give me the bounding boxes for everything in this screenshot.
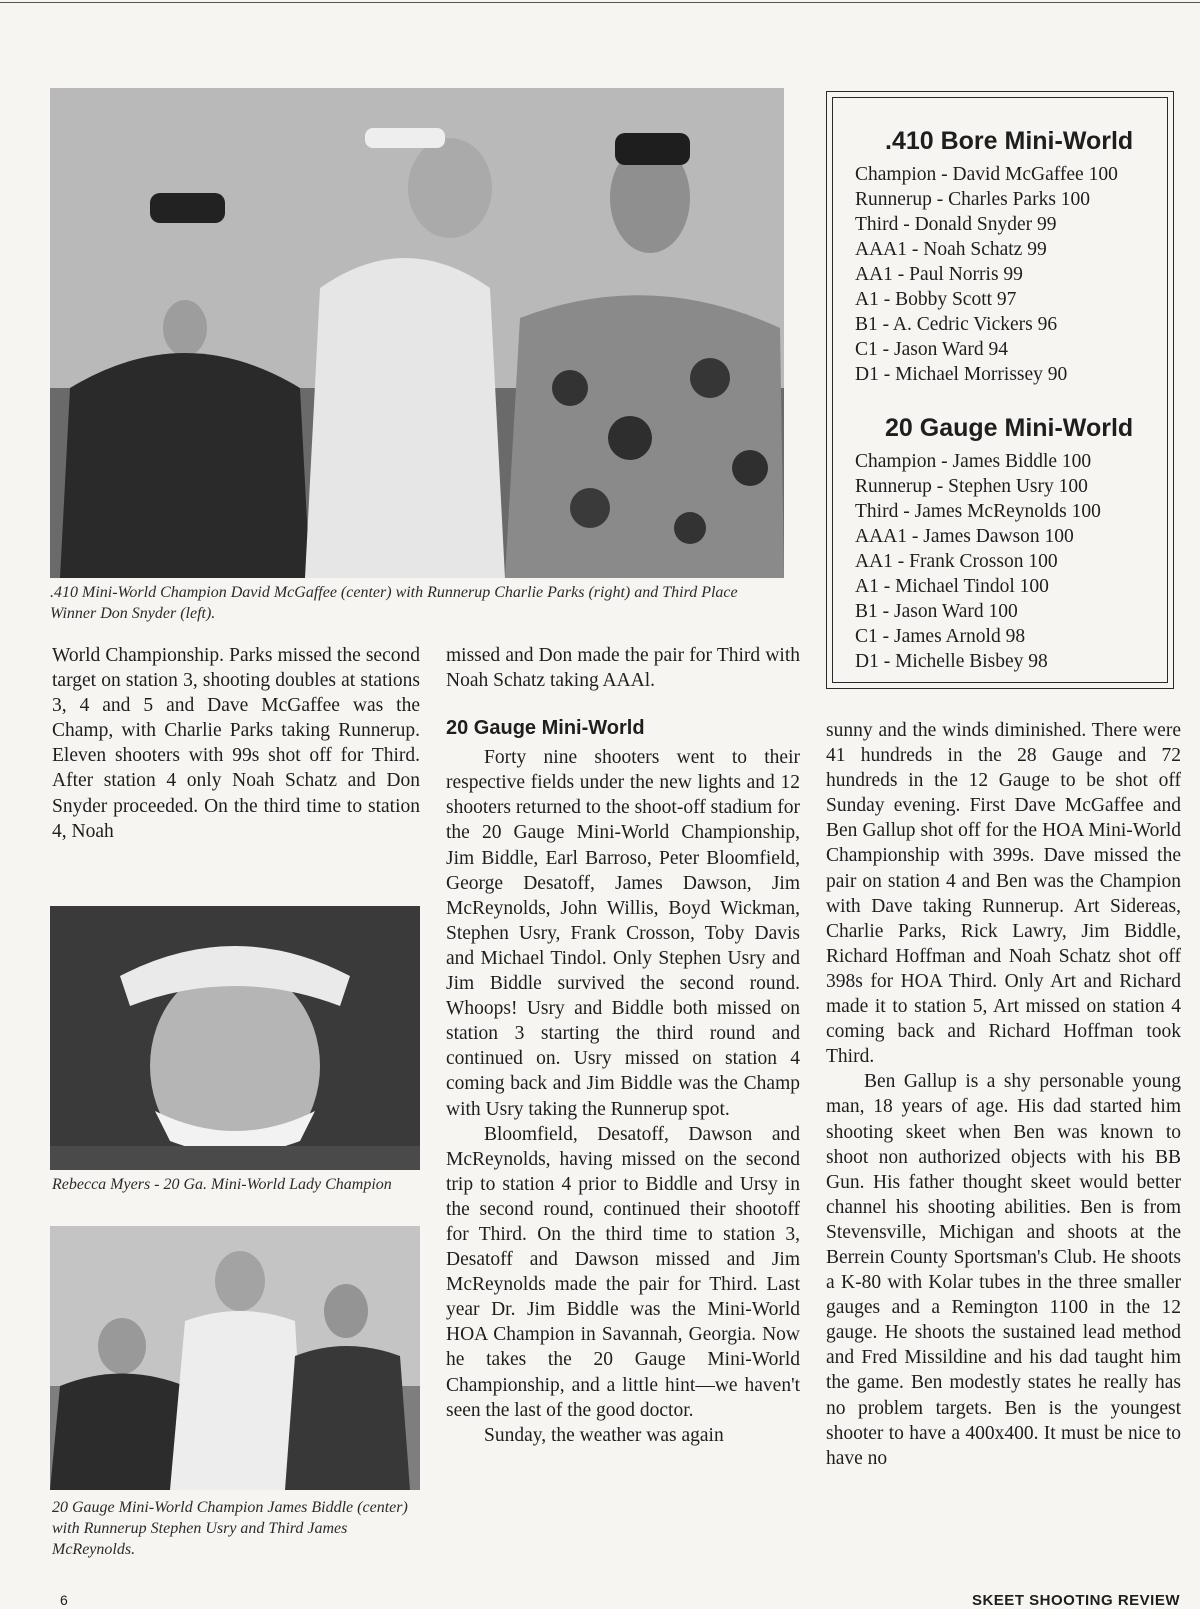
results-20-gauge-entry: B1 - Jason Ward 100	[855, 601, 1018, 622]
column-3-paragraph-2: Ben Gallup is a shy personable young man, 18 years of age. His dad started him shooting skeet when Ben was known to shoot non authorized objects with his BB Gun. His father thought skeet would better channel his shooting abilities. Ben is from Stevensville, Michigan and shoots at the Berrein County Sportsman's Club. He shoots a K-80 with Kolar tubes in the three smaller gauges and a Remington 1100 in the 12 gauge. He shoots the sustained lead method and Fred Missildine and his dad taught him the game. Ben modestly states he really has no problem targets. Ben is the youngest shooter to have a 400x400. It must be nice to have no	[826, 1071, 1181, 1469]
column-1-text: World Championship. Parks missed the second target on station 3, shooting doubles at stations 3, 4 and 5 and Dave McGaffee was the Champ, with Charlie Parks taking Runnerup. Eleven shooters with 99s shot off for Third. After station 4 only Noah Schatz and Don Snyder proceeded. On the third time to station 4, Noah	[52, 645, 420, 842]
column-3-paragraph-1: sunny and the winds diminished. There were 41 hundreds in the 28 Gauge and 72 hundreds in the 12 Gauge to be shot off Sunday evening. First Dave McGaffee and Ben Gallup shot off for the HOA Mini-World Championship with 399s. Dave missed the pair on station 4 and Ben was the Champion with Dave taking Runnerup. Art Sidereas, Charlie Parks, Rick Lawry, Jim Biddle, Richard Hoffman and Noah Schatz shot off 398s for HOA Third. Only Art and Richard made it to station 5, Art missed on station 4 coming back and Richard Hoffman took Third.	[826, 720, 1181, 1068]
results-20-gauge-entry: Champion - James Biddle 100	[855, 451, 1092, 472]
results-410-entry: Third - Donald Snyder 99	[855, 214, 1057, 235]
photo-410-winners	[50, 88, 784, 578]
results-20-gauge-entry: AAA1 - James Dawson 100	[855, 526, 1074, 547]
results-410-entry: AAA1 - Noah Schatz 99	[855, 239, 1047, 260]
photo-lady-champion-image	[50, 906, 420, 1170]
results-410-entry: Champion - David McGaffee 100	[855, 164, 1118, 185]
article-column-2	[446, 643, 800, 1448]
section-heading-20-gauge: 20 Gauge Mini-World	[446, 717, 645, 740]
article-column-1	[52, 643, 420, 844]
top-rule	[0, 2, 1200, 3]
column-2-paragraph-3: Sunday, the weather was again	[484, 1424, 724, 1446]
column-2-paragraph-1: Forty nine shooters went to their respective fields under the new lights and 12 shooters returned to the shoot-off stadium for the 20 Gauge Mini-World Championship, Jim Biddle, Earl Barroso, Peter Bloomfield, George Desatoff, James Dawson, Jim McReynolds, John Willis, Boyd Wickman, Stephen Usry, Frank Crosson, Toby Davis and Michael Tindol. Only Stephen Usry and Jim Biddle survived the second round. Whoops! Usry and Biddle both missed on station 3 starting the third round and continued on. Usry missed on station 4 coming back and Jim Biddle was the Champ with Usry taking the Runnerup spot.	[446, 747, 800, 1120]
results-20-gauge-entry: C1 - James Arnold 98	[855, 626, 1026, 647]
article-column-3	[826, 718, 1181, 1471]
results-410-entry: AA1 - Paul Norris 99	[855, 264, 1023, 285]
results-20-gauge-entry: D1 - Michelle Bisbey 98	[855, 651, 1048, 672]
results-410-entry: D1 - Michael Morrissey 90	[855, 364, 1068, 385]
results-410-entry: C1 - Jason Ward 94	[855, 339, 1008, 360]
photo-lady-champion	[50, 906, 420, 1170]
results-410-entry: A1 - Bobby Scott 97	[855, 289, 1017, 310]
results-20-gauge-list	[855, 449, 1167, 674]
results-20-gauge-entry: A1 - Michael Tindol 100	[855, 576, 1049, 597]
photo-410-winners-image	[50, 88, 784, 578]
results-20-gauge-entry: AA1 - Frank Crosson 100	[855, 551, 1058, 572]
results-box	[826, 91, 1174, 689]
results-410-title: .410 Bore Mini-World	[885, 127, 1134, 155]
caption-20-gauge-photo: 20 Gauge Mini-World Champion James Biddle (center) with Runnerup Stephen Usry and Third James McReynolds.	[52, 1499, 408, 1558]
caption-lady-champion: Rebecca Myers - 20 Ga. Mini-World Lady Champion	[52, 1176, 392, 1193]
results-20-gauge-entry: Runnerup - Stephen Usry 100	[855, 476, 1088, 497]
results-410-entry: Runnerup - Charles Parks 100	[855, 189, 1091, 210]
photo-20-gauge-winners	[50, 1226, 420, 1490]
publication-name: SKEET SHOOTING REVIEW	[971, 1592, 1180, 1609]
results-20-gauge-entry: Third - James McReynolds 100	[855, 501, 1101, 522]
results-20-gauge-title: 20 Gauge Mini-World	[885, 414, 1134, 442]
column-2-paragraph-2: Bloomfield, Desatoff, Dawson and McReynolds, having missed on the second trip to station 4 prior to Biddle and Ursy in the second round, continued their shootoff for Third. On the third time to station 3, Desatoff and Dawson missed and Jim McReynolds made the pair for Third. Last year Dr. Jim Biddle was the Mini-World HOA Champion in Savannah, Georgia. Now he takes the 20 Gauge Mini-World Championship, and a little hint—we haven't seen the last of the good doctor.	[446, 1123, 800, 1421]
results-410-list	[855, 162, 1167, 387]
caption-410-photo: .410 Mini-World Champion David McGaffee (center) with Runnerup Charlie Parks (right) and Third Place Winner Don Snyder (left).	[50, 584, 738, 622]
photo-20-gauge-winners-image	[50, 1226, 420, 1490]
results-box-inner	[832, 97, 1168, 683]
page-number: 6	[60, 1592, 68, 1608]
results-410-entry: B1 - A. Cedric Vickers 96	[855, 314, 1058, 335]
column-2-intro: missed and Don made the pair for Third with Noah Schatz taking AAAl.	[446, 645, 800, 692]
